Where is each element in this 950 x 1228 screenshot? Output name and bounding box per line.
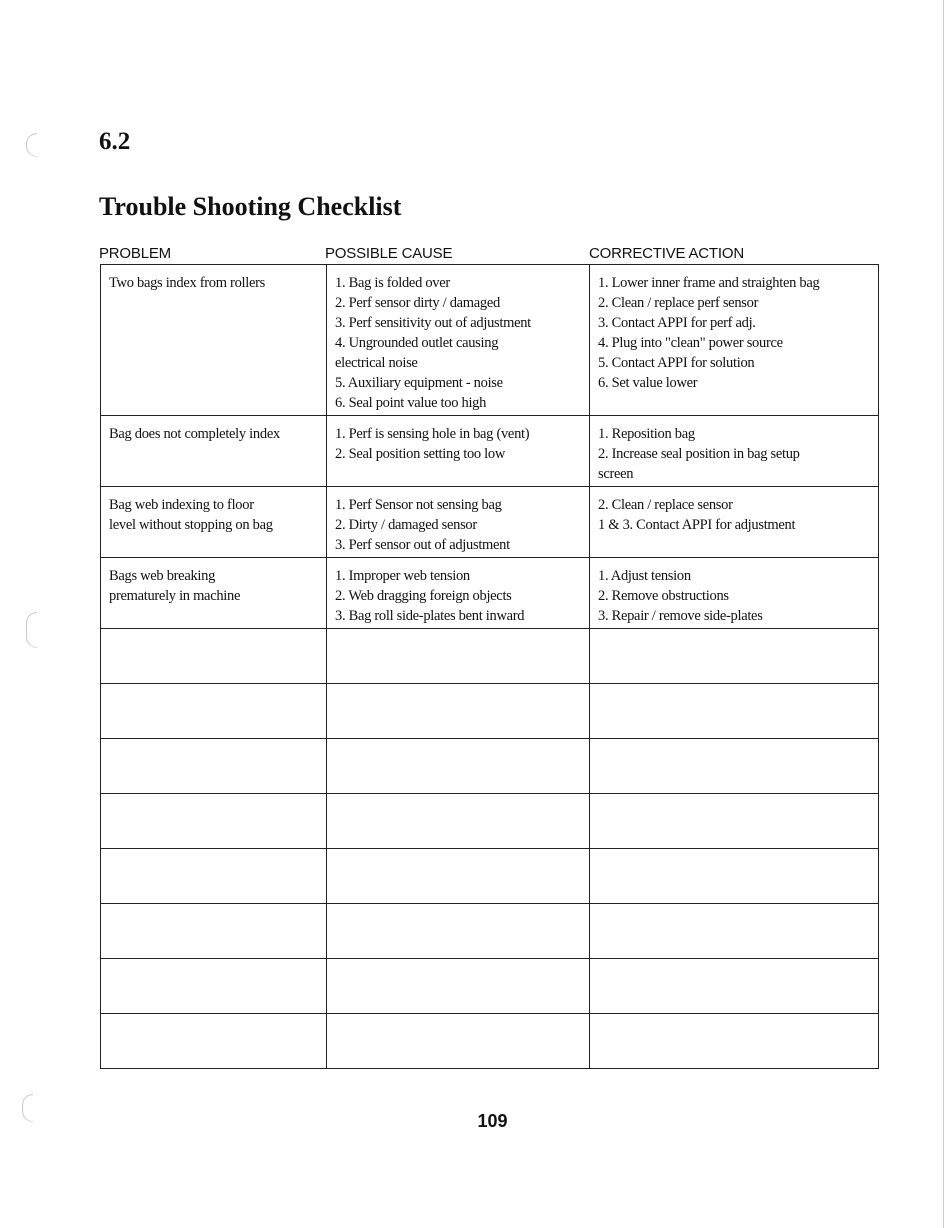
empty-table-row <box>101 904 879 959</box>
cell-line: 1. Adjust tension <box>598 568 691 584</box>
empty-cell <box>327 794 590 849</box>
empty-table-row <box>101 684 879 739</box>
table-row <box>101 265 879 416</box>
cell-line: electrical noise <box>335 355 418 371</box>
cell-line: 6. Seal point value too high <box>335 395 487 411</box>
cell-line: 1. Lower inner frame and straighten bag <box>598 275 820 291</box>
empty-cell <box>101 739 327 794</box>
empty-cell <box>101 849 327 904</box>
binder-hole-mark-middle <box>26 612 37 648</box>
empty-table-row <box>101 794 879 849</box>
cell-line: 3. Perf sensor out of adjustment <box>335 537 510 553</box>
empty-cell <box>590 739 879 794</box>
cell-line: screen <box>598 466 634 482</box>
page-number: 109 <box>477 1111 508 1131</box>
cell-line: 2. Dirty / damaged sensor <box>335 517 477 533</box>
action-cell <box>590 558 879 629</box>
table-row <box>101 558 879 629</box>
empty-cell <box>101 794 327 849</box>
empty-cell <box>327 1014 590 1069</box>
problem-cell <box>101 487 327 558</box>
cell-line: 5. Auxiliary equipment - noise <box>335 375 503 391</box>
empty-cell <box>590 959 879 1014</box>
cell-line: 3. Bag roll side-plates bent inward <box>335 608 525 624</box>
cell-line: 1. Reposition bag <box>598 426 695 442</box>
troubleshooting-table <box>100 264 879 1069</box>
cell-line: 2. Perf sensor dirty / damaged <box>335 295 500 311</box>
problem-cell <box>101 265 327 416</box>
action-cell <box>590 416 879 487</box>
empty-cell <box>590 1014 879 1069</box>
empty-cell <box>590 794 879 849</box>
empty-table-row <box>101 629 879 684</box>
problem-cell <box>101 416 327 487</box>
empty-table-row <box>101 1014 879 1069</box>
empty-cell <box>590 684 879 739</box>
empty-cell <box>590 629 879 684</box>
empty-cell <box>327 684 590 739</box>
troubleshooting-table-body <box>101 265 879 1069</box>
empty-cell <box>590 904 879 959</box>
action-cell <box>590 487 879 558</box>
empty-cell <box>590 849 879 904</box>
problem-cell <box>101 558 327 629</box>
cell-line: 2. Clean / replace sensor <box>598 497 733 513</box>
page-edge-line <box>943 0 944 1228</box>
cell-line: 1. Perf is sensing hole in bag (vent) <box>335 426 530 442</box>
cell-line: level without stopping on bag <box>109 517 273 533</box>
cell-line: 2. Remove obstructions <box>598 588 729 604</box>
empty-cell <box>101 629 327 684</box>
cause-cell <box>327 416 590 487</box>
cell-line: prematurely in machine <box>109 588 241 604</box>
cell-line: 2. Increase seal position in bag setup <box>598 446 800 462</box>
cell-line: Bag web indexing to floor <box>109 497 254 513</box>
empty-cell <box>327 959 590 1014</box>
section-number: 6.2 <box>99 128 131 155</box>
cell-line: Two bags index from rollers <box>109 275 265 291</box>
empty-cell <box>101 959 327 1014</box>
cell-line: 2. Web dragging foreign objects <box>335 588 512 604</box>
page-title: Trouble Shooting Checklist <box>99 192 402 221</box>
column-header-problem: PROBLEM <box>99 245 171 262</box>
empty-table-row <box>101 739 879 794</box>
empty-table-row <box>101 849 879 904</box>
table-row <box>101 416 879 487</box>
cell-line: 6. Set value lower <box>598 375 698 391</box>
cell-line: 3. Contact APPI for perf adj. <box>598 315 756 331</box>
cell-line: 3. Repair / remove side-plates <box>598 608 763 624</box>
cell-line: 3. Perf sensitivity out of adjustment <box>335 315 531 331</box>
action-cell <box>590 265 879 416</box>
column-header-corrective-action: CORRECTIVE ACTION <box>589 245 744 262</box>
empty-table-row <box>101 959 879 1014</box>
empty-cell <box>327 629 590 684</box>
cell-line: 2. Seal position setting too low <box>335 446 506 462</box>
column-header-possible-cause: POSSIBLE CAUSE <box>325 245 453 262</box>
cause-cell <box>327 558 590 629</box>
cell-line: 1. Improper web tension <box>335 568 470 584</box>
cell-line: 1. Perf Sensor not sensing bag <box>335 497 502 513</box>
empty-cell <box>327 849 590 904</box>
empty-cell <box>327 739 590 794</box>
binder-hole-mark-top <box>26 133 37 157</box>
cause-cell <box>327 265 590 416</box>
cell-line: 4. Ungrounded outlet causing <box>335 335 499 351</box>
cell-line: 2. Clean / replace perf sensor <box>598 295 759 311</box>
cell-line: Bags web breaking <box>109 568 216 584</box>
empty-cell <box>101 1014 327 1069</box>
cause-cell <box>327 487 590 558</box>
cell-line: Bag does not completely index <box>109 426 280 442</box>
empty-cell <box>101 684 327 739</box>
cell-line: 1. Bag is folded over <box>335 275 450 291</box>
cell-line: 5. Contact APPI for solution <box>598 355 755 371</box>
empty-cell <box>101 904 327 959</box>
table-row <box>101 487 879 558</box>
cell-line: 4. Plug into "clean" power source <box>598 335 783 351</box>
empty-cell <box>327 904 590 959</box>
cell-line: 1 & 3. Contact APPI for adjustment <box>598 517 796 533</box>
